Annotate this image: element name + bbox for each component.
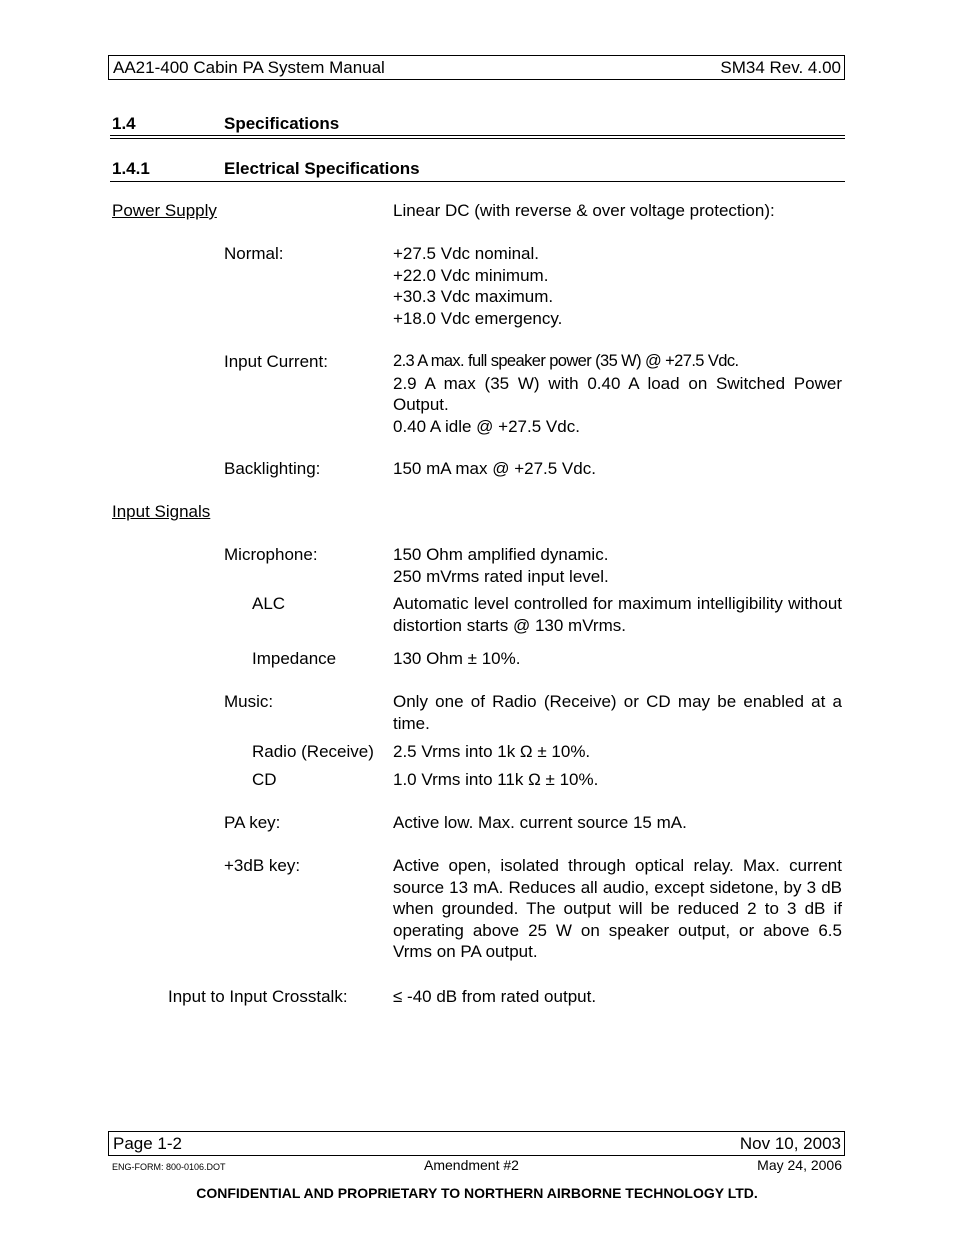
document-revision: SM34 Rev. 4.00 — [720, 58, 841, 77]
page-footer — [108, 1131, 845, 1156]
plus3db-key-label: +3dB key: — [224, 856, 301, 875]
alc-value: Automatic level controlled for maximum intelligibility without distortion starts @ 130 mVrms. — [393, 594, 842, 635]
section-rule-top — [110, 135, 845, 136]
microphone-level: 250 mVrms rated input level. — [393, 566, 609, 586]
alc-label: ALC — [252, 594, 286, 613]
cd-label: CD — [252, 770, 277, 789]
input-current-idle: 0.40 A idle @ +27.5 Vdc. — [393, 416, 580, 436]
subsection-rule — [110, 181, 845, 182]
backlighting-value: 150 mA max @ +27.5 Vdc. — [393, 459, 596, 478]
impedance-value: 130 Ohm ± 10%. — [393, 649, 521, 668]
radio-label: Radio (Receive) — [252, 742, 374, 761]
normal-maximum: +30.3 Vdc maximum. — [393, 287, 554, 306]
power-supply-description: Linear DC (with reverse & over voltage protection): — [393, 201, 775, 220]
microphone-values — [393, 544, 842, 587]
input-current-switched: 2.9 A max (35 W) with 0.40 A load on Switched Power Output. — [393, 373, 842, 414]
impedance-label: Impedance — [252, 649, 337, 668]
normal-minimum: +22.0 Vdc minimum. — [393, 265, 549, 285]
page-number: Page 1-2 — [113, 1134, 182, 1153]
music-value: Only one of Radio (Receive) or CD may be enabled at a time. — [393, 692, 842, 733]
input-signals-heading: Input Signals — [112, 502, 211, 521]
confidentiality-notice: CONFIDENTIAL AND PROPRIETARY TO NORTHERN AIRBORNE TECHNOLOGY LTD. — [196, 1185, 758, 1201]
footer-date: Nov 10, 2003 — [739, 1134, 841, 1153]
normal-emergency: +18.0 Vdc emergency. — [393, 308, 563, 328]
input-current-label: Input Current: — [224, 352, 328, 371]
pa-key-label: PA key: — [224, 813, 281, 832]
normal-label: Normal: — [224, 244, 284, 263]
normal-values — [393, 243, 842, 329]
backlighting-label: Backlighting: — [224, 459, 321, 478]
pa-key-value: Active low. Max. current source 15 mA. — [393, 813, 687, 832]
section-number: 1.4 — [112, 114, 136, 133]
cd-value: 1.0 Vrms into 11k Ω ± 10%. — [393, 770, 599, 789]
normal-nominal: +27.5 Vdc nominal. — [393, 244, 540, 263]
subsection-title: Electrical Specifications — [224, 159, 420, 178]
radio-value: 2.5 Vrms into 1k Ω ± 10%. — [393, 742, 591, 761]
microphone-label: Microphone: — [224, 545, 318, 564]
input-current-values — [393, 351, 842, 437]
subsection-number: 1.4.1 — [112, 159, 150, 178]
music-label: Music: — [224, 692, 274, 711]
amendment-number: Amendment #2 — [424, 1157, 519, 1173]
section-rule-bottom — [110, 138, 845, 139]
amendment-date: May 24, 2006 — [757, 1157, 842, 1173]
section-title: Specifications — [224, 114, 340, 133]
manual-title: AA21-400 Cabin PA System Manual — [113, 58, 385, 77]
crosstalk-value: ≤ -40 dB from rated output. — [393, 987, 597, 1006]
input-current-full-power: 2.3 A max. full speaker power (35 W) @ +27.5 Vdc. — [393, 352, 739, 370]
crosstalk-label: Input to Input Crosstalk: — [168, 987, 348, 1006]
microphone-type: 150 Ohm amplified dynamic. — [393, 545, 609, 564]
page-header — [108, 55, 845, 80]
form-id: ENG-FORM: 800-0106.DOT — [112, 1162, 226, 1172]
power-supply-heading: Power Supply — [112, 201, 217, 220]
plus3db-key-value: Active open, isolated through optical relay. Max. current source 13 mA. Reduces all audio, except sidetone, by 3 dB when grounded. The output will be reduced 2 to 3 dB if operating above 25 W on speaker output, or above 6.5 Vrms on PA output. — [393, 856, 842, 961]
